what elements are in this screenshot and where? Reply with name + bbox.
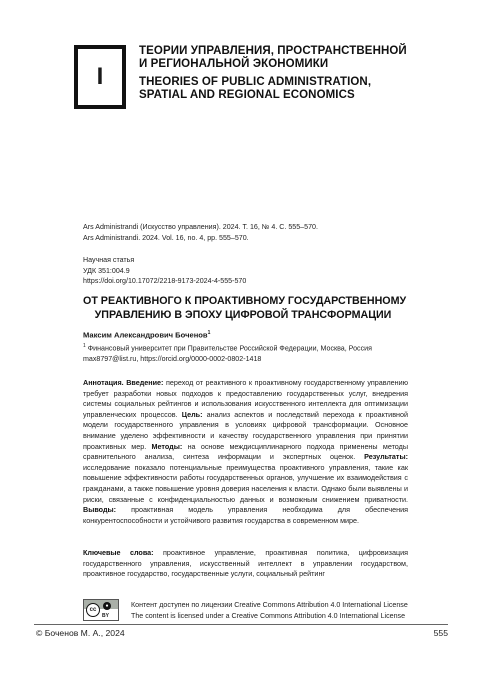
footer-divider: [34, 624, 448, 625]
page-number: 555: [433, 628, 448, 638]
by-label: BY: [102, 613, 109, 619]
citation-en: Ars Administrandi. 2024. Vol. 16, no. 4, pp. 555–570.: [83, 233, 249, 242]
cc-icon: cc: [86, 603, 100, 617]
abstract-results: исследование показало потенциальные преимущества проактивного управления, такие как повышение эффективности работы государственных органов, улучшение их взаимодействия с гражданами, а также повышение уровня доверия населения к власти. Однако были выявлены и риски, связанные с конфиденциальностью данных и возможным снижением приватности.: [83, 462, 408, 504]
abstract-results-label: Результаты:: [364, 452, 408, 462]
section-title-en-line: SPATIAL AND REGIONAL ECONOMICS: [139, 89, 355, 101]
cc-by-license-icon[interactable]: [83, 599, 119, 621]
abstract-conclusions: проактивная модель управления необходима для обеспечения конкурентоспособности и устойчивого развития государства в современном мире.: [83, 505, 408, 525]
abstract-intro-label: Введение:: [126, 378, 164, 387]
article-meta: [83, 255, 246, 287]
person-icon: ●: [103, 602, 111, 610]
abstract-goal: анализ аспектов и последствий перехода к проактивной модели государственного управления в условиях цифровой трансформации. Основное внимание уделено эффективности и качеству государственного управления при принятии проактивных мер.: [83, 409, 409, 451]
author-affiliation: [83, 341, 372, 364]
author-sup: 1: [207, 330, 211, 336]
abstract-intro: переход от реактивного к проактивному государственному управлению требует разработки новых подходов к предоставлению государственных услуг, внедрения системы социальных рейтингов и использования искусственного интеллекта для оптимизации управленческих процессов.: [83, 378, 409, 419]
article-title: [83, 294, 407, 322]
abstract-methods: на основе междисциплинарного подхода применены методы сравнительного анализа, синтеза информации и экспертных оценок.: [83, 441, 408, 462]
affiliation-contacts[interactable]: max8797@list.ru, https://orcid.org/0000-0002-0802-1418: [83, 354, 262, 363]
author-name: [83, 330, 210, 340]
license-text: [131, 600, 408, 621]
section-numeral: I: [96, 63, 104, 90]
keywords: [83, 548, 408, 580]
keywords-text: проактивное управление, проактивная политика, цифровизация государственного управления, искусственный интеллект в управлении государством, проактивное государство, государственные услуги, социальный рейтинг: [83, 548, 408, 579]
affiliation-org-line: [83, 341, 372, 354]
udc-code: УДК 351:004.9: [83, 266, 130, 275]
license-ru[interactable]: Контент доступен по лицензии Creative Commons Attribution 4.0 International License: [131, 601, 408, 609]
affiliation-sup: 1: [83, 343, 86, 349]
keywords-label: Ключевые слова:: [83, 548, 154, 557]
doi-link[interactable]: https://doi.org/10.17072/2218-9173-2024-4-555-570: [83, 277, 247, 285]
article-title-line: ОТ РЕАКТИВНОГО К ПРОАКТИВНОМУ ГОСУДАРСТВЕННОМУ: [83, 295, 407, 307]
section-title-ru-line: ТЕОРИИ УПРАВЛЕНИЯ, ПРОСТРАНСТВЕННОЙ: [139, 45, 407, 57]
citation-ru: Ars Administrandi (Искусство управления). 2024. Т. 16, № 4. С. 555–570.: [83, 223, 318, 231]
author-name-text: Максим Александрович Боченов: [83, 330, 208, 340]
abstract-label: Аннотация.: [83, 378, 124, 387]
article-title-line: УПРАВЛЕНИЮ В ЭПОХУ ЦИФРОВОЙ ТРАНСФОРМАЦИИ: [94, 309, 392, 321]
abstract-conclusions-label: Выводы:: [83, 505, 117, 515]
license-en[interactable]: The content is licensed under a Creative Commons Attribution 4.0 International License: [131, 611, 406, 620]
abstract-goal-label: Цель:: [181, 409, 203, 419]
section-title-en-line: THEORIES OF PUBLIC ADMINISTRATION,: [139, 76, 372, 88]
section-title-ru-line: И РЕГИОНАЛЬНОЙ ЭКОНОМИКИ: [139, 58, 329, 70]
section-title-ru: [139, 45, 439, 71]
section-numeral-box: [74, 45, 126, 109]
citation-block: [83, 222, 318, 243]
abstract-methods-label: Методы:: [151, 441, 183, 451]
abstract: [83, 378, 408, 526]
section-title-en: [139, 76, 439, 102]
affiliation-org: Финансовый университет при Правительстве Российской Федерации, Москва, Россия: [87, 344, 372, 353]
copyright: © Боченов М. А., 2024: [36, 628, 125, 638]
article-type: Научная статья: [83, 256, 135, 264]
